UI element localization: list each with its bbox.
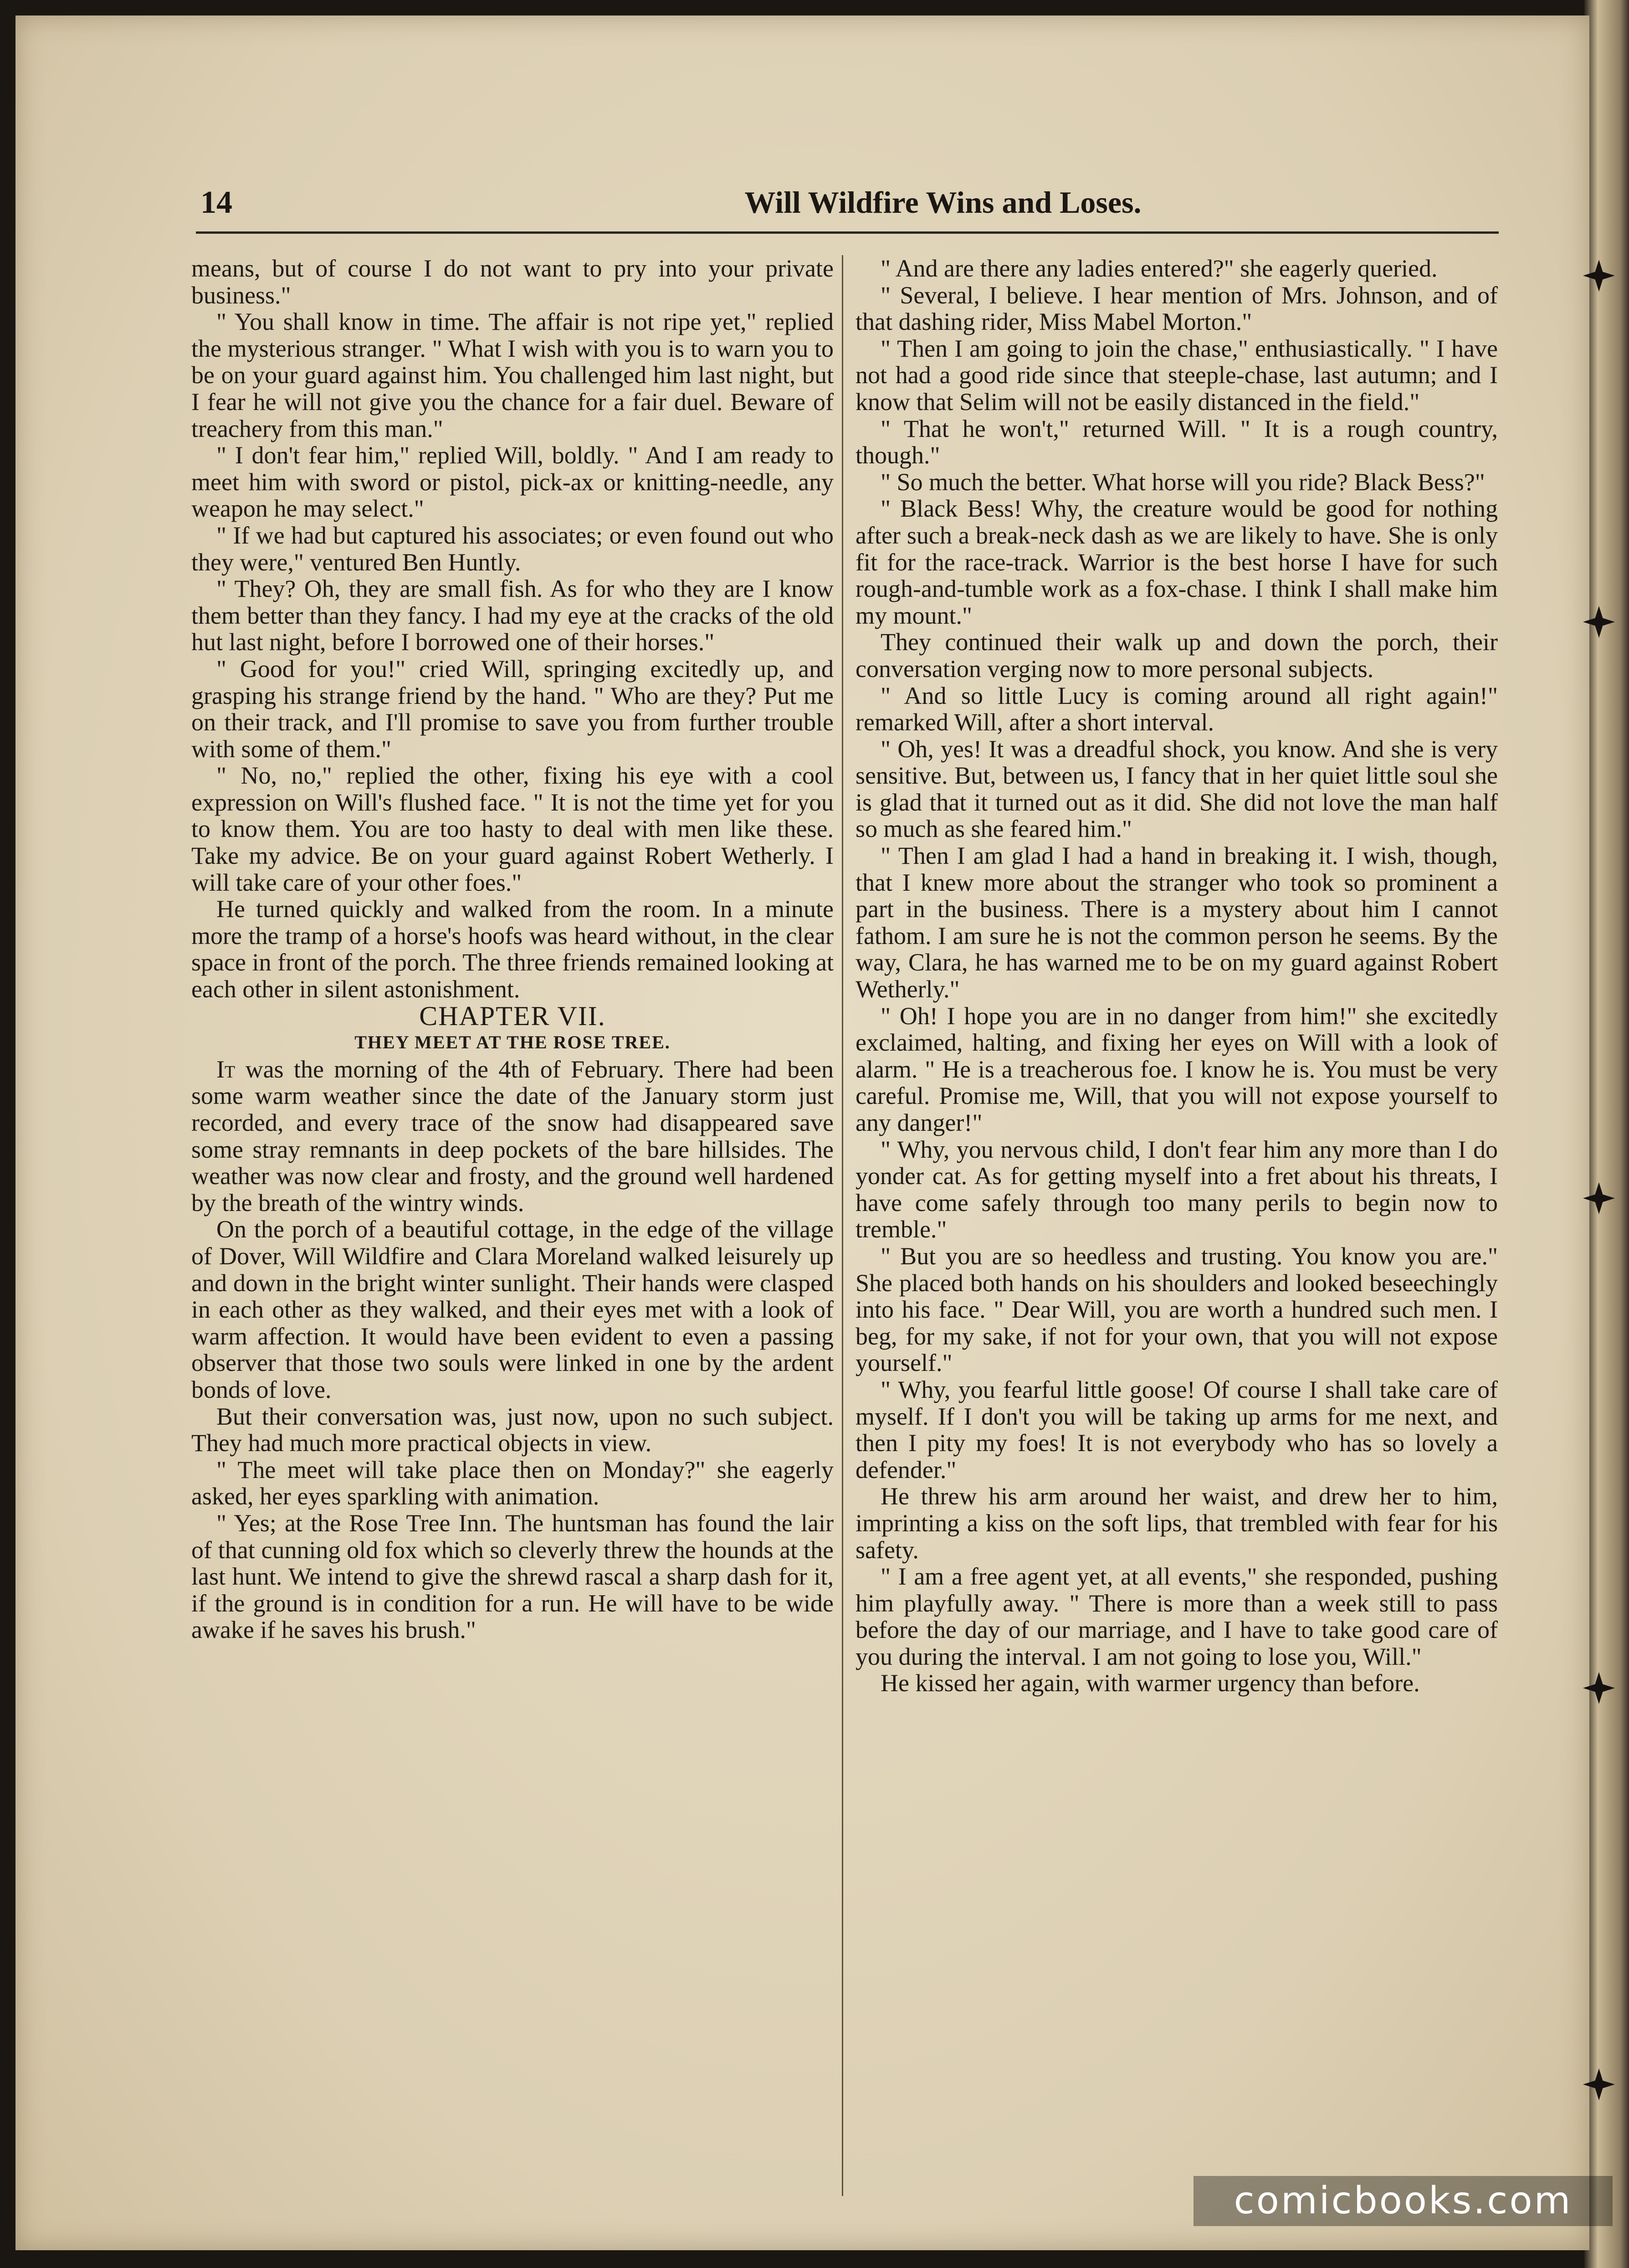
paragraph: He kissed her again, with warmer urgency than before. (881, 1669, 1420, 1697)
paragraph: On the porch of a beautiful cottage, in the edge of the village of Dover, Will Wildfire and Clara Moreland walked leisurely up and down in the bright winter sunlight. Their hands were clasped in each other as they walked, and their eyes met with a look of warm affection. It would have been evident to even a passing observer that those two souls were linked in one by the ardent bonds of love. (191, 1216, 834, 1403)
left-column (191, 255, 834, 1643)
paragraph: " Several, I believe. I hear mention of Mrs. Johnson, and of that dashing rider, Miss Mabel Morton." (855, 281, 1498, 336)
header-rule (196, 231, 1499, 234)
running-title: Will Wildfire Wins and Loses. (744, 185, 1142, 220)
paragraph: " Yes; at the Rose Tree Inn. The huntsman has found the lair of that cunning old fox which so cleverly threw the hounds at the last hunt. We intend to give the shrewd rascal a sharp dash for it, if the ground is in condition for a run. He will have to be wide awake if he saves his brush." (191, 1509, 834, 1644)
chapter-heading: CHAPTER VII. (419, 1001, 606, 1031)
paragraph: " I don't fear him," replied Will, boldly. " And I am ready to meet him with sword or pistol, pick-ax or knitting-needle, any weapon he may select." (191, 441, 834, 523)
paragraph: " If we had but captured his associates; or even found out who they were," ventured Ben Huntly. (191, 521, 834, 576)
paragraph: " Then I am going to join the chase," enthusiastically. " I have not had a good ride since that steeple-chase, last autumn; and I know that Selim will not be easily distanced in the field." (855, 334, 1498, 416)
paragraph: He threw his arm around her waist, and drew her to him, imprinting a kiss on the soft lips, that trembled with fear for his safety. (855, 1483, 1498, 1564)
paragraph: But their conversation was, just now, upon no such subject. They had much more practical objects in view. (191, 1402, 834, 1457)
paragraph: " Black Bess! Why, the creature would be good for nothing after such a break-neck dash as we are likely to have. She is only fit for the race-track. Warrior is the best horse I have for such rough-and-tumble work as a fox-chase. I think I shall make him my mount." (855, 495, 1498, 629)
paragraph: " That he won't," returned Will. " It is a rough country, though." (855, 415, 1498, 469)
running-header (200, 185, 1508, 226)
binding-spine (1584, 0, 1629, 2268)
paragraph: " You shall know in time. The affair is not ripe yet," replied the mysterious stranger. " What I wish with you is to warn you to be on your guard against him. You challenged him last night, but I fear he will not give you the chance for a fair duel. Beware of treachery from this man." (191, 308, 834, 442)
paragraph: " Oh, yes! It was a dreadful shock, you know. And she is very sensitive. But, between us, I fancy that in her quiet little soul she is glad that it turned out as it did. She did not love the man half so much as she feared him." (855, 735, 1498, 843)
chapter-subtitle: THEY MEET AT THE ROSE TREE. (354, 1032, 671, 1053)
paragraph: " And so little Lucy is coming around all right again!" remarked Will, after a short interval. (855, 682, 1498, 736)
paragraph: " I am a free agent yet, at all events," she responded, pushing him playfully away. " There is more than a week still to pass before the day of our marriage, and I have to take good care of you during the interval. I am not going to lose you, Will." (855, 1563, 1498, 1670)
paragraph: " Oh! I hope you are in no danger from him!" she excitedly exclaimed, halting, and fixing her eyes on Will with a look of alarm. " He is a treacherous foe. I know he is. You must be very careful. Promise me, Will, that you will not expose yourself to any danger!" (855, 1002, 1498, 1136)
opening-word: It (216, 1055, 236, 1083)
chapter-opening-paragraph (191, 1056, 834, 1216)
column-divider (842, 255, 843, 2196)
paragraph: " So much the better. What horse will you ride? Black Bess?" (881, 468, 1485, 496)
paragraph: " But you are so heedless and trusting. You know you are." She placed both hands on his shoulders and looked beseechingly into his face. " Dear Will, you are worth a hundred such men. I beg, for my sake, if not for your own, that you will not expose yourself." (855, 1242, 1498, 1377)
paragraph: " And are there any ladies entered?" she eagerly queried. (881, 255, 1438, 282)
paragraph: He turned quickly and walked from the room. In a minute more the tramp of a horse's hoofs was heard without, in the clear space in front of the porch. The three friends remained looking at each other in silent astonishment. (191, 895, 834, 1003)
paragraph: " The meet will take place then on Monday?" she eagerly asked, her eyes sparkling with animation. (191, 1456, 834, 1510)
page-number: 14 (200, 185, 232, 220)
paragraph: " Then I am glad I had a hand in breaking it. I wish, though, that I knew more about the stranger who took so prominent a part in the business. There is a mystery about him I cannot fathom. I am sure he is not the common person he seems. By the way, Clara, he has warned me to be on my guard against Robert Wetherly." (855, 842, 1498, 1003)
site-watermark: comicbooks.com (1194, 2176, 1613, 2226)
right-column (855, 255, 1498, 1697)
paragraph: means, but of course I do not want to pry into your private business." (191, 255, 834, 309)
paragraph: " They? Oh, they are small fish. As for who they are I know them better than they fancy. I had my eye at the cracks of the old hut last night, before I borrowed one of their horses." (191, 575, 834, 656)
paragraph: " Why, you fearful little goose! Of course I shall take care of myself. If I don't you will be taking up arms for me next, and then I pity my foes! It is not everybody who has so lovely a defender." (855, 1375, 1498, 1483)
paragraph: " Good for you!" cried Will, springing excitedly up, and grasping his strange friend by the hand. " Who are they? Put me on their track, and I'll promise to save you from further trouble with some of them." (191, 655, 834, 763)
opening-text: was the morning of the 4th of February. There had been some warm weather since the date of the January storm just recorded, and every trace of the snow had disappeared save some stray remnants in deep pockets of the bare hillsides. The weather was now clear and frosty, and the ground well hardened by the breath of the wintry winds. (191, 1055, 834, 1216)
paragraph: " Why, you nervous child, I don't fear him any more than I do yonder cat. As for getting myself into a fret about his threats, I have come safely through too many perils to begin now to tremble." (855, 1135, 1498, 1243)
paragraph: " No, no," replied the other, fixing his eye with a cool expression on Will's flushed face. " It is not the time yet for you to know them. You are too hasty to deal with men like these. Take my advice. Be on your guard against Robert Wetherly. I will take care of your other foes." (191, 762, 834, 896)
paragraph: They continued their walk up and down the porch, their conversation verging now to more personal subjects. (855, 628, 1498, 682)
